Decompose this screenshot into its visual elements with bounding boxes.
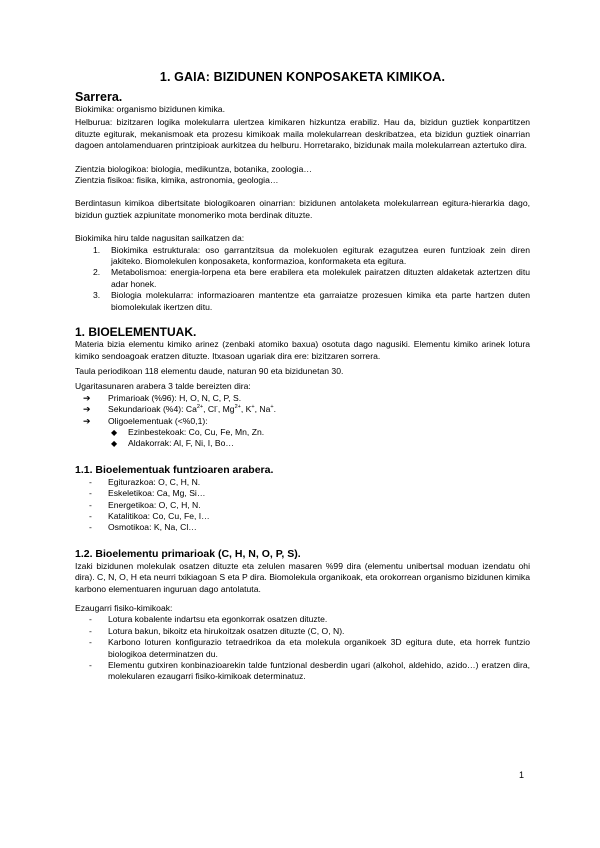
taula-periodikoa: Taula periodikoan 118 elementu daude, naturan 90 eta bizidunetan 30.: [75, 365, 344, 376]
arrow-icon: ➔: [83, 404, 91, 415]
list-item: ➔ Oligoelementuak (<%0,1):: [83, 415, 208, 426]
ezaugarri-list: [75, 614, 530, 682]
list-item: - Katalitikoa: Co, Cu, Fe, I…: [89, 510, 210, 521]
list-item: - Osmotikoa: K, Na, Cl…: [89, 522, 197, 533]
ugaritasuna-list: [75, 393, 530, 427]
list-item: 3. Biologia molekularra: informazioaren mantentze eta garraiatze prozesuen kimika eta parte hartzen duten biomolekulak ikertzen ditu.: [93, 290, 530, 312]
diamond-bullet-icon: ◆: [111, 427, 118, 437]
arrow-icon: ➔: [83, 415, 91, 426]
diamond-bullet-icon: ◆: [111, 439, 118, 449]
list-item: ➔ Sekundarioak (%4): $Ca^{2+}$, Cl-, $Mg^{2+}$, K+, Na+.: [83, 404, 276, 415]
ugaritasuna-intro: Ugaritasunaren arabera 3 talde bereizten dira:: [75, 381, 251, 392]
list-item: - Lotura kobalente indartsu eta egonkorrak osatzen dituzte.: [89, 614, 328, 625]
funtzioa-list: [75, 477, 530, 534]
list-item: ◆ Ezinbestekoak: Co, Cu, Fe, Mn, Zn.: [111, 426, 265, 437]
list-item: - Energetikoa: O, C, H, N.: [89, 499, 201, 510]
ezaugarri-intro: Ezaugarri fisiko-kimikoak:: [75, 603, 173, 613]
berdintasun-paragraph: Berdintasun kimikoa dibertsitate biologikoaren oinarrian: bizidunen antolaketa molekularrean egitura-hierarkia dago, bizidun guztiek azpiunitate monomeriko mota berdinak dituzte.: [75, 198, 530, 220]
funtzioa-heading: 1.1. Bioelementuak funtzioaren arabera.: [75, 463, 274, 476]
list-item: 1. Biokimika estrukturala: oso garrantzitsua da molekuolen egiturak ezagutzea euren funtzioak zein diren jakiteko. Biomolekulen konposaketa, konformazioa, konformaketa eta egitura.: [93, 244, 530, 267]
biokimika-branches-intro: Biokimika hiru talde nagusitan sailkatzen da:: [75, 233, 245, 244]
arrow-icon: ➔: [83, 392, 91, 403]
list-item: - Karbono loturen konfigurazio tetraedrikoa da eta molekula organikoek 3D egitura dute, eta horrek funtzio biologikoa determinatzen du.: [89, 637, 530, 659]
helburua-paragraph: Helburua: bizitzaren logika molekularra ulertzea kimikaren hizkuntza erabiliz. Hau da, bizidun guztiek konpartitzen dituzte egiturak, mekanismoak eta prozesu kimikoak maila molekularrean deskribatzea, eta bizidun guztiek oinarrian dagoen antolamenduaren printzipioak aurkitzea du helburu. Horretarako, bizidunak maila molekularrean aztertuko dira.: [75, 117, 530, 151]
sarrera-heading: Sarrera.: [75, 90, 123, 104]
document-title: 1. GAIA: BIZIDUNEN KONPOSAKETA KIMIKOA.: [159, 70, 446, 84]
document-page: [75, 70, 530, 683]
list-item: - Elementu gutxiren konbinazioarekin talde funtzional desberdin ugari (alkohol, aldehido, azido…) eratzen dira, molekularen ezaugarri fisiko-kimikoak determinatuz.: [89, 660, 530, 682]
primarioak-intro: Izaki bizidunen molekulak osatzen dituzte eta zelulen masaren %99 dira (elementu unibertsal moduan izendatu ohi dira). C, N, O, H eta neurri txikiagoan S eta P dira. Biomolekula organikoak, eta orokorrean organismo bizidunen kimika karbono elementuaren inguruan dago antolatuta.: [75, 560, 530, 594]
list-item: ➔ Primarioak (%96): H, O, N, C, P, S.: [83, 392, 242, 403]
page-number: 1: [518, 770, 524, 780]
zientzia-fisikoa: Zientzia fisikoa: fisika, kimika, astronomia, geologia…: [75, 175, 279, 186]
zientzia-biologikoa: Zientzia biologikoa: biologia, medikuntza, botanika, zoologia…: [75, 163, 312, 174]
biokimika-definition: Biokimika: organismo bizidunen kimika.: [75, 104, 225, 114]
primarioak-heading: 1.2. Bioelementu primarioak (C, H, N, O, P, S).: [75, 547, 301, 560]
bioelementuak-intro: Materia bizia elementu kimiko arinez (zenbaki atomiko baxua) osotuta dago nagusiki. Elementu kimiko arinek lotura kimiko sendoagoak eratzen dituzte. Itxasoan ugariak dira ere: bizitzaren sorrera.: [75, 339, 530, 361]
list-item: ◆ Aldakorrak: Al, F, Ni, I, Bo…: [111, 438, 235, 449]
bioelementuak-heading: 1. BIOELEMENTUAK.: [75, 325, 197, 340]
list-item: 2. Metabolismoa: energia-lorpena eta bere erabilera eta molekulek pairatzen dituzten aldaketak aztertzen ditu adar honek.: [93, 267, 530, 289]
list-item: - Egiturazkoa: O, C, H, N.: [89, 476, 201, 487]
list-item: - Lotura bakun, bikoitz eta hirukoitzak osatzen dituzte (C, O, N).: [89, 625, 345, 636]
biokimika-branches-list: [75, 245, 530, 313]
oligoelementuak-list: [75, 427, 530, 450]
list-item: - Eskeletikoa: Ca, Mg, Si…: [89, 488, 206, 499]
